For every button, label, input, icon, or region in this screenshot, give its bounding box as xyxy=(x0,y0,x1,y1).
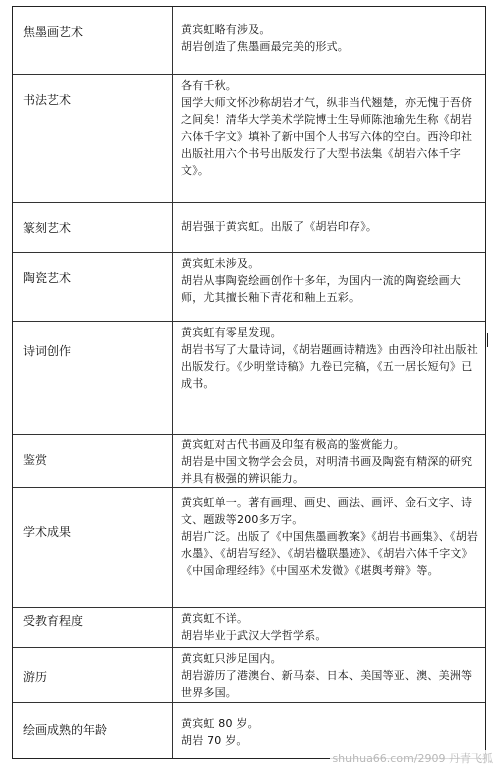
row-content xyxy=(173,488,485,607)
content-line: 胡岩从事陶瓷绘画创作十多年，为国内一流的陶瓷绘画大师，尤其擅长釉下青花和釉上五彩。 xyxy=(181,274,461,304)
content-line: 胡岩游历了港澳台、新马泰、日本、美国等亚、澳、美洲等世界多国。 xyxy=(181,669,473,699)
content-line: 黄宾虹单一。著有画理、画史、画法、画评、金石文字、诗文、题跋等200多万字。 xyxy=(181,496,473,526)
row-content xyxy=(173,203,485,252)
content-line: 黄宾虹对古代书画及印玺有极高的鉴赏能力。 xyxy=(181,438,405,451)
row-label: 绘画成熟的年龄 xyxy=(13,703,173,758)
row-label: 焦墨画艺术 xyxy=(13,7,173,74)
row-content xyxy=(173,75,485,202)
table-row xyxy=(13,487,485,607)
content-line: 胡岩强于黄宾虹。出版了《胡岩印存》。 xyxy=(181,220,378,233)
row-content xyxy=(173,7,485,74)
table-row xyxy=(13,434,485,487)
row-label: 游历 xyxy=(13,648,173,702)
content-line: 黄宾虹未涉及。 xyxy=(181,257,260,270)
row-label: 陶瓷艺术 xyxy=(13,253,173,321)
content-line: 各有千秋。 xyxy=(181,79,237,92)
content-line: 胡岩毕业于武汉大学哲学系。 xyxy=(181,629,327,642)
row-label: 诗词创作 xyxy=(13,322,173,434)
row-label: 受教育程度 xyxy=(13,608,173,647)
watermark: shuhua66.com/2909 丹青飞狐 xyxy=(332,752,493,765)
content-line: 黄宾虹只涉足国内。 xyxy=(181,652,282,665)
row-label: 书法艺术 xyxy=(13,75,173,202)
content-line: 黄宾虹略有涉及。 xyxy=(181,23,271,36)
table-row xyxy=(13,607,485,647)
content-line: 黄宾虹不详。 xyxy=(181,612,249,625)
row-label: 篆刻艺术 xyxy=(13,203,173,252)
content-line: 胡岩创造了焦墨画最完美的形式。 xyxy=(181,40,349,53)
content-line: 胡岩广泛。出版了《中国焦墨画教案》《胡岩书画集》、《胡岩水墨》、《胡岩写经》、《胡岩楹联墨迹》、《胡岩六体千字文》《中国命理经纬》《中国巫术发微》《堪舆考辩》等。 xyxy=(181,530,479,577)
row-label: 学术成果 xyxy=(13,488,173,607)
table-row xyxy=(13,74,485,202)
content-line: 国学大师文怀沙称胡岩才气，纵非当代翘楚，亦无愧于吾侪之间矣！清华大学美术学院博士生导师陈池瑜先生称《胡岩六体千字文》填补了新中国个人书写六体的空白。西泠印社出版社用六个书号出版发行了大型书法集《胡岩六体千字文》。 xyxy=(181,96,473,177)
row-content xyxy=(173,322,485,434)
table-row xyxy=(13,252,485,321)
row-label: 鉴赏 xyxy=(13,435,173,487)
row-content xyxy=(173,648,485,702)
content-line: 黄宾虹有零星发现。 xyxy=(181,326,282,339)
table-row xyxy=(13,321,485,434)
content-line: 胡岩 70 岁。 xyxy=(181,734,248,747)
table-row xyxy=(13,202,485,252)
table-row xyxy=(13,7,485,74)
content-line: 黄宾虹 80 岁。 xyxy=(181,717,259,730)
row-content xyxy=(173,608,485,647)
content-line: 胡岩书写了大量诗词，《胡岩题画诗精选》由西泠印社出版社出版发行。《少明堂诗稿》九卷已完稿，《五一居长短句》已成书。 xyxy=(181,343,478,390)
comparison-table xyxy=(12,6,486,759)
table-row xyxy=(13,647,485,702)
content-line: 胡岩是中国文物学会会员，对明清书画及陶瓷有精深的研究并具有极强的辨识能力。 xyxy=(181,455,473,485)
text-cursor xyxy=(487,333,488,347)
row-content xyxy=(173,253,485,321)
row-content xyxy=(173,435,485,487)
